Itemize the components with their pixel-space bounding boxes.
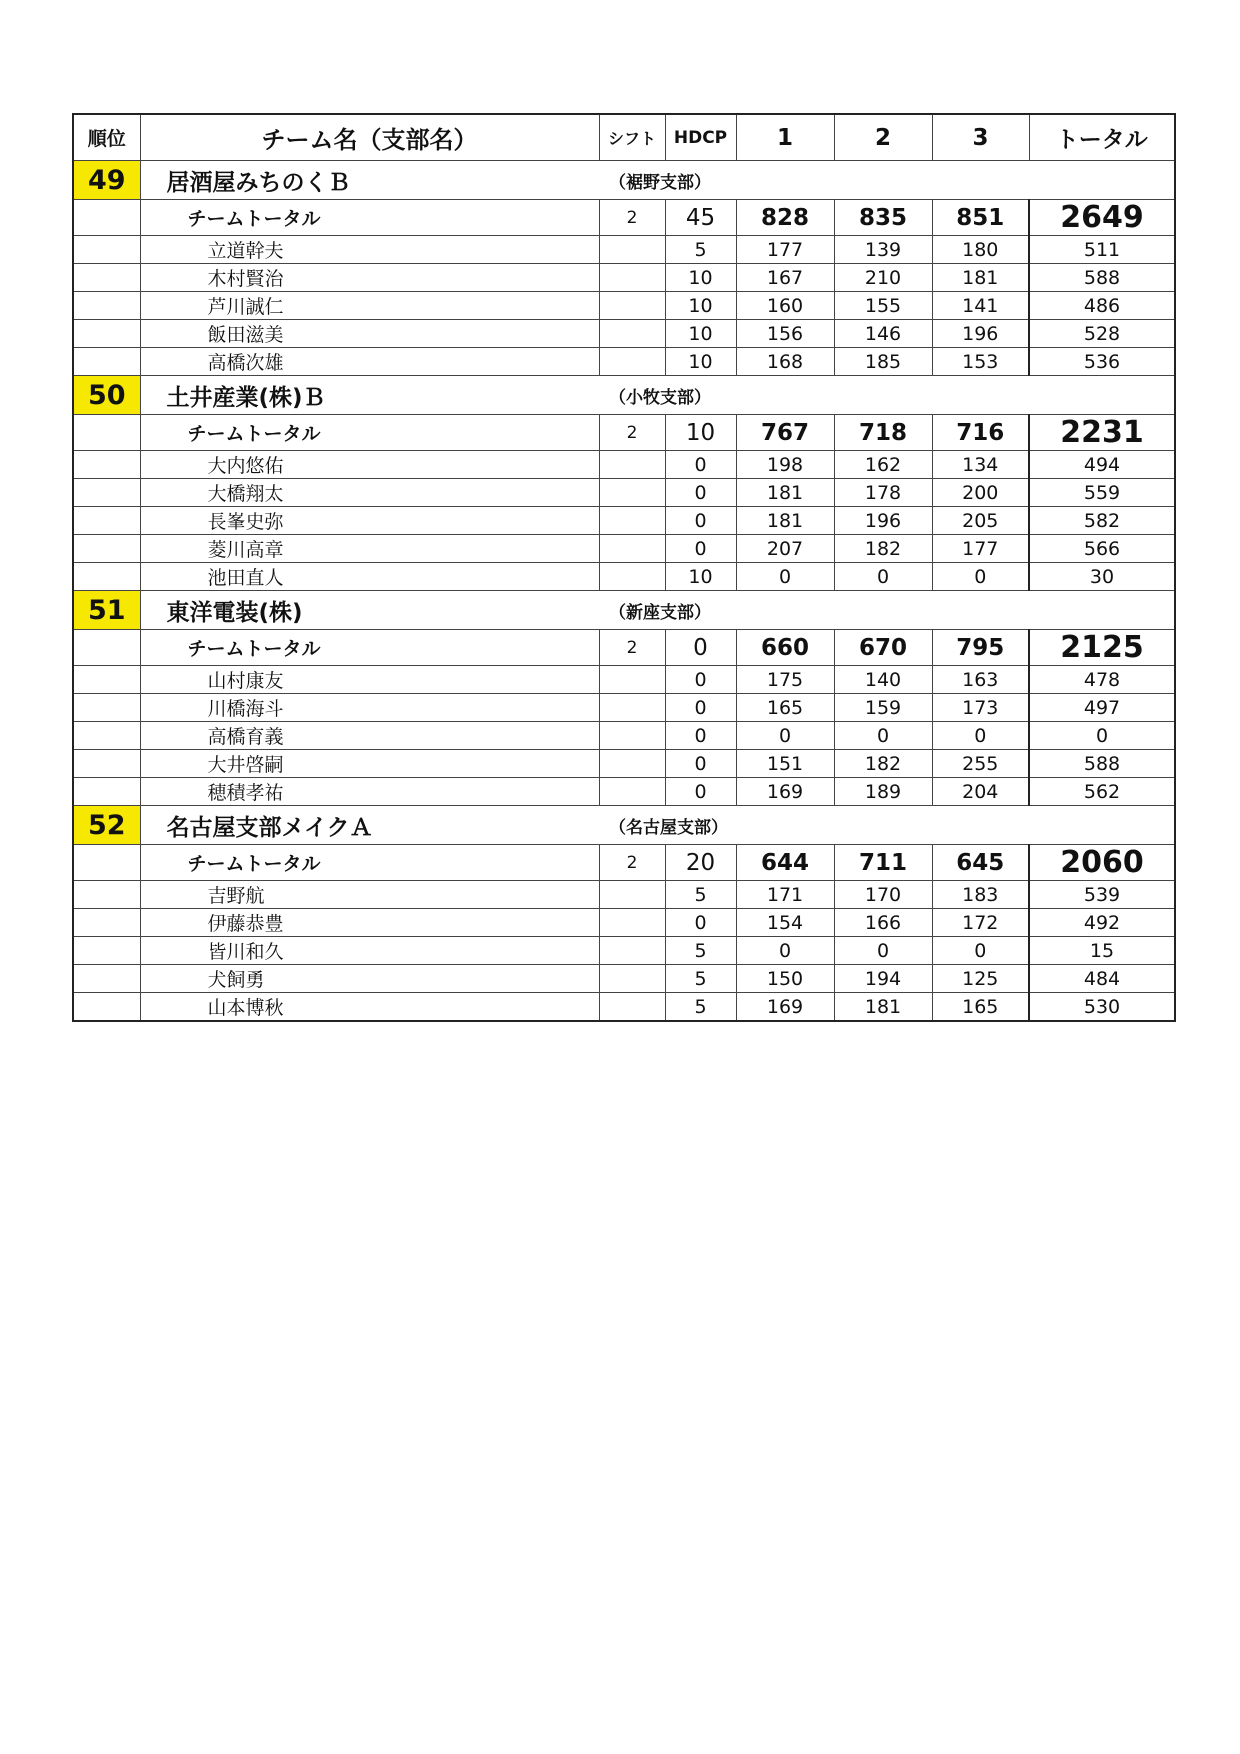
shift-empty-cell bbox=[599, 993, 665, 1022]
shift-header: シフト bbox=[599, 114, 665, 161]
rank-empty-cell bbox=[73, 750, 140, 778]
player-hdcp: 5 bbox=[665, 965, 736, 993]
player-game2: 182 bbox=[834, 750, 932, 778]
player-game2: 189 bbox=[834, 778, 932, 806]
player-total: 588 bbox=[1029, 264, 1175, 292]
player-name: 菱川高章 bbox=[140, 535, 599, 563]
player-game1: 168 bbox=[736, 348, 834, 376]
player-game1: 0 bbox=[736, 722, 834, 750]
rank-empty-cell bbox=[73, 320, 140, 348]
player-game1: 160 bbox=[736, 292, 834, 320]
player-game3: 196 bbox=[932, 320, 1029, 348]
player-name: 大内悠佑 bbox=[140, 451, 599, 479]
shift-empty-cell bbox=[599, 909, 665, 937]
player-name: 大井啓嗣 bbox=[140, 750, 599, 778]
player-row bbox=[73, 563, 1175, 591]
player-row bbox=[73, 937, 1175, 965]
team-game3: 851 bbox=[932, 200, 1029, 236]
rank-empty-cell bbox=[73, 200, 140, 236]
player-row bbox=[73, 348, 1175, 376]
player-game2: 181 bbox=[834, 993, 932, 1022]
player-game3: 125 bbox=[932, 965, 1029, 993]
player-game1: 181 bbox=[736, 507, 834, 535]
player-game1: 167 bbox=[736, 264, 834, 292]
player-game3: 183 bbox=[932, 881, 1029, 909]
shift-empty-cell bbox=[599, 264, 665, 292]
rank-empty-cell bbox=[73, 965, 140, 993]
team-total-row bbox=[73, 200, 1175, 236]
player-game2: 166 bbox=[834, 909, 932, 937]
rank-empty-cell bbox=[73, 507, 140, 535]
branch-name: （小牧支部） bbox=[599, 376, 1175, 415]
shift-value: 2 bbox=[599, 630, 665, 666]
rank-empty-cell bbox=[73, 415, 140, 451]
player-name: 飯田滋美 bbox=[140, 320, 599, 348]
player-total: 528 bbox=[1029, 320, 1175, 348]
team-hdcp: 0 bbox=[665, 630, 736, 666]
player-row bbox=[73, 694, 1175, 722]
player-game1: 171 bbox=[736, 881, 834, 909]
rank-empty-cell bbox=[73, 535, 140, 563]
shift-empty-cell bbox=[599, 451, 665, 479]
player-total: 582 bbox=[1029, 507, 1175, 535]
team-total-row bbox=[73, 630, 1175, 666]
player-game1: 175 bbox=[736, 666, 834, 694]
player-game3: 163 bbox=[932, 666, 1029, 694]
player-row bbox=[73, 666, 1175, 694]
player-row bbox=[73, 264, 1175, 292]
rank-empty-cell bbox=[73, 845, 140, 881]
player-total: 15 bbox=[1029, 937, 1175, 965]
player-name: 山村康友 bbox=[140, 666, 599, 694]
rank-header: 順位 bbox=[73, 114, 140, 161]
player-game3: 153 bbox=[932, 348, 1029, 376]
team-game1: 660 bbox=[736, 630, 834, 666]
team-header-row bbox=[73, 376, 1175, 415]
player-total: 486 bbox=[1029, 292, 1175, 320]
player-game3: 204 bbox=[932, 778, 1029, 806]
team-game1: 828 bbox=[736, 200, 834, 236]
player-hdcp: 5 bbox=[665, 881, 736, 909]
player-total: 588 bbox=[1029, 750, 1175, 778]
player-game3: 173 bbox=[932, 694, 1029, 722]
player-row bbox=[73, 479, 1175, 507]
player-game3: 172 bbox=[932, 909, 1029, 937]
team-name: 居酒屋みちのくＢ bbox=[140, 161, 599, 200]
team-name: 土井産業(株)Ｂ bbox=[140, 376, 599, 415]
player-hdcp: 5 bbox=[665, 993, 736, 1022]
player-game2: 146 bbox=[834, 320, 932, 348]
team-game3: 795 bbox=[932, 630, 1029, 666]
player-hdcp: 10 bbox=[665, 563, 736, 591]
team-game2: 718 bbox=[834, 415, 932, 451]
team-total-label: チームトータル bbox=[140, 630, 599, 666]
player-hdcp: 5 bbox=[665, 236, 736, 264]
player-total: 494 bbox=[1029, 451, 1175, 479]
rank-empty-cell bbox=[73, 292, 140, 320]
rank-empty-cell bbox=[73, 909, 140, 937]
shift-empty-cell bbox=[599, 292, 665, 320]
player-game2: 0 bbox=[834, 722, 932, 750]
player-game3: 180 bbox=[932, 236, 1029, 264]
player-hdcp: 0 bbox=[665, 535, 736, 563]
player-game1: 0 bbox=[736, 563, 834, 591]
player-name: 大橋翔太 bbox=[140, 479, 599, 507]
header-row bbox=[73, 114, 1175, 161]
player-total: 497 bbox=[1029, 694, 1175, 722]
player-hdcp: 10 bbox=[665, 292, 736, 320]
team-total-label: チームトータル bbox=[140, 415, 599, 451]
rank-badge: 50 bbox=[73, 376, 140, 415]
rank-empty-cell bbox=[73, 694, 140, 722]
player-game3: 205 bbox=[932, 507, 1029, 535]
team-header-row bbox=[73, 806, 1175, 845]
player-game1: 169 bbox=[736, 993, 834, 1022]
player-game1: 150 bbox=[736, 965, 834, 993]
team-total-score: 2060 bbox=[1029, 845, 1175, 881]
player-name: 伊藤恭豊 bbox=[140, 909, 599, 937]
team-game2: 670 bbox=[834, 630, 932, 666]
player-hdcp: 0 bbox=[665, 666, 736, 694]
team-game3: 716 bbox=[932, 415, 1029, 451]
team-name-header: チーム名（支部名） bbox=[140, 114, 599, 161]
player-total: 0 bbox=[1029, 722, 1175, 750]
team-total-score: 2231 bbox=[1029, 415, 1175, 451]
player-game2: 159 bbox=[834, 694, 932, 722]
branch-name: （名古屋支部） bbox=[599, 806, 1175, 845]
player-total: 478 bbox=[1029, 666, 1175, 694]
player-game2: 139 bbox=[834, 236, 932, 264]
team-hdcp: 10 bbox=[665, 415, 736, 451]
shift-empty-cell bbox=[599, 722, 665, 750]
team-name: 名古屋支部メイクＡ bbox=[140, 806, 599, 845]
player-hdcp: 0 bbox=[665, 479, 736, 507]
rank-empty-cell bbox=[73, 778, 140, 806]
player-game1: 198 bbox=[736, 451, 834, 479]
player-total: 539 bbox=[1029, 881, 1175, 909]
team-game3: 645 bbox=[932, 845, 1029, 881]
player-hdcp: 0 bbox=[665, 507, 736, 535]
player-game3: 200 bbox=[932, 479, 1029, 507]
team-header-row bbox=[73, 161, 1175, 200]
player-name: 木村賢治 bbox=[140, 264, 599, 292]
team-total-row bbox=[73, 845, 1175, 881]
player-game2: 182 bbox=[834, 535, 932, 563]
rank-empty-cell bbox=[73, 348, 140, 376]
total-header: トータル bbox=[1029, 114, 1175, 161]
player-game3: 0 bbox=[932, 722, 1029, 750]
player-row bbox=[73, 236, 1175, 264]
rank-empty-cell bbox=[73, 666, 140, 694]
player-game2: 196 bbox=[834, 507, 932, 535]
player-row bbox=[73, 292, 1175, 320]
player-name: 川橋海斗 bbox=[140, 694, 599, 722]
player-game3: 134 bbox=[932, 451, 1029, 479]
player-game1: 151 bbox=[736, 750, 834, 778]
team-hdcp: 45 bbox=[665, 200, 736, 236]
player-name: 長峯史弥 bbox=[140, 507, 599, 535]
player-hdcp: 0 bbox=[665, 694, 736, 722]
rank-badge: 51 bbox=[73, 591, 140, 630]
team-total-row bbox=[73, 415, 1175, 451]
player-row bbox=[73, 909, 1175, 937]
team-game2: 835 bbox=[834, 200, 932, 236]
player-game3: 255 bbox=[932, 750, 1029, 778]
shift-empty-cell bbox=[599, 750, 665, 778]
player-total: 30 bbox=[1029, 563, 1175, 591]
shift-empty-cell bbox=[599, 937, 665, 965]
player-row bbox=[73, 750, 1175, 778]
player-game3: 177 bbox=[932, 535, 1029, 563]
team-total-score: 2649 bbox=[1029, 200, 1175, 236]
shift-empty-cell bbox=[599, 965, 665, 993]
rank-empty-cell bbox=[73, 630, 140, 666]
player-hdcp: 0 bbox=[665, 778, 736, 806]
player-game3: 181 bbox=[932, 264, 1029, 292]
team-total-label: チームトータル bbox=[140, 200, 599, 236]
player-total: 566 bbox=[1029, 535, 1175, 563]
player-game1: 169 bbox=[736, 778, 834, 806]
shift-empty-cell bbox=[599, 320, 665, 348]
game1-header: 1 bbox=[736, 114, 834, 161]
player-game1: 207 bbox=[736, 535, 834, 563]
player-game2: 0 bbox=[834, 937, 932, 965]
shift-empty-cell bbox=[599, 694, 665, 722]
player-name: 池田直人 bbox=[140, 563, 599, 591]
player-game1: 181 bbox=[736, 479, 834, 507]
rank-empty-cell bbox=[73, 722, 140, 750]
player-row bbox=[73, 722, 1175, 750]
standings-table bbox=[72, 113, 1176, 1022]
player-name: 山本博秋 bbox=[140, 993, 599, 1022]
player-hdcp: 10 bbox=[665, 320, 736, 348]
player-name: 芦川誠仁 bbox=[140, 292, 599, 320]
rank-empty-cell bbox=[73, 264, 140, 292]
player-total: 484 bbox=[1029, 965, 1175, 993]
player-game2: 0 bbox=[834, 563, 932, 591]
team-game1: 767 bbox=[736, 415, 834, 451]
hdcp-header: HDCP bbox=[665, 114, 736, 161]
player-name: 高橋次雄 bbox=[140, 348, 599, 376]
player-game3: 141 bbox=[932, 292, 1029, 320]
player-total: 511 bbox=[1029, 236, 1175, 264]
player-total: 536 bbox=[1029, 348, 1175, 376]
player-name: 犬飼勇 bbox=[140, 965, 599, 993]
player-row bbox=[73, 881, 1175, 909]
player-row bbox=[73, 507, 1175, 535]
shift-empty-cell bbox=[599, 881, 665, 909]
team-header-row bbox=[73, 591, 1175, 630]
player-total: 530 bbox=[1029, 993, 1175, 1022]
player-game2: 194 bbox=[834, 965, 932, 993]
player-row bbox=[73, 778, 1175, 806]
player-hdcp: 5 bbox=[665, 937, 736, 965]
player-row bbox=[73, 965, 1175, 993]
rank-empty-cell bbox=[73, 451, 140, 479]
player-game2: 185 bbox=[834, 348, 932, 376]
player-name: 皆川和久 bbox=[140, 937, 599, 965]
player-hdcp: 0 bbox=[665, 722, 736, 750]
team-game2: 711 bbox=[834, 845, 932, 881]
shift-empty-cell bbox=[599, 666, 665, 694]
player-row bbox=[73, 535, 1175, 563]
rank-empty-cell bbox=[73, 993, 140, 1022]
player-row bbox=[73, 451, 1175, 479]
player-name: 吉野航 bbox=[140, 881, 599, 909]
shift-value: 2 bbox=[599, 200, 665, 236]
team-game1: 644 bbox=[736, 845, 834, 881]
shift-empty-cell bbox=[599, 479, 665, 507]
rank-empty-cell bbox=[73, 236, 140, 264]
branch-name: （新座支部） bbox=[599, 591, 1175, 630]
player-total: 562 bbox=[1029, 778, 1175, 806]
player-row bbox=[73, 993, 1175, 1022]
player-game2: 162 bbox=[834, 451, 932, 479]
shift-value: 2 bbox=[599, 415, 665, 451]
player-game2: 155 bbox=[834, 292, 932, 320]
player-hdcp: 10 bbox=[665, 348, 736, 376]
player-hdcp: 0 bbox=[665, 909, 736, 937]
player-hdcp: 0 bbox=[665, 451, 736, 479]
team-hdcp: 20 bbox=[665, 845, 736, 881]
player-game2: 210 bbox=[834, 264, 932, 292]
player-game2: 170 bbox=[834, 881, 932, 909]
player-total: 559 bbox=[1029, 479, 1175, 507]
rank-badge: 49 bbox=[73, 161, 140, 200]
player-game3: 0 bbox=[932, 563, 1029, 591]
player-game2: 140 bbox=[834, 666, 932, 694]
player-game1: 154 bbox=[736, 909, 834, 937]
player-game1: 165 bbox=[736, 694, 834, 722]
branch-name: （裾野支部） bbox=[599, 161, 1175, 200]
shift-empty-cell bbox=[599, 778, 665, 806]
player-name: 立道幹夫 bbox=[140, 236, 599, 264]
player-game1: 177 bbox=[736, 236, 834, 264]
shift-empty-cell bbox=[599, 535, 665, 563]
shift-empty-cell bbox=[599, 348, 665, 376]
player-game3: 165 bbox=[932, 993, 1029, 1022]
player-name: 高橋育義 bbox=[140, 722, 599, 750]
game3-header: 3 bbox=[932, 114, 1029, 161]
game2-header: 2 bbox=[834, 114, 932, 161]
shift-empty-cell bbox=[599, 563, 665, 591]
standings-body bbox=[73, 161, 1175, 1022]
player-hdcp: 0 bbox=[665, 750, 736, 778]
player-game1: 156 bbox=[736, 320, 834, 348]
team-total-score: 2125 bbox=[1029, 630, 1175, 666]
rank-badge: 52 bbox=[73, 806, 140, 845]
rank-empty-cell bbox=[73, 563, 140, 591]
player-hdcp: 10 bbox=[665, 264, 736, 292]
player-game2: 178 bbox=[834, 479, 932, 507]
player-total: 492 bbox=[1029, 909, 1175, 937]
rank-empty-cell bbox=[73, 479, 140, 507]
shift-empty-cell bbox=[599, 507, 665, 535]
player-game1: 0 bbox=[736, 937, 834, 965]
shift-value: 2 bbox=[599, 845, 665, 881]
team-name: 東洋電装(株) bbox=[140, 591, 599, 630]
rank-empty-cell bbox=[73, 937, 140, 965]
player-game3: 0 bbox=[932, 937, 1029, 965]
rank-empty-cell bbox=[73, 881, 140, 909]
player-row bbox=[73, 320, 1175, 348]
shift-empty-cell bbox=[599, 236, 665, 264]
team-total-label: チームトータル bbox=[140, 845, 599, 881]
player-name: 穂積孝祐 bbox=[140, 778, 599, 806]
